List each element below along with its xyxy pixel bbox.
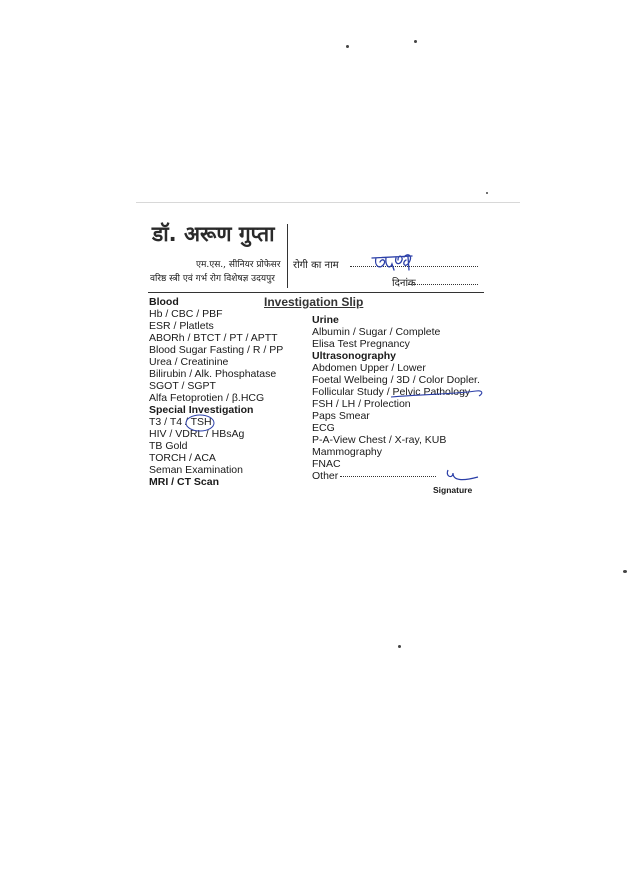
item-text: Abdomen Upper / Lower	[312, 362, 426, 374]
item-text: Elisa Test Pregnancy	[312, 338, 410, 350]
item-text: HIV / VDRL / HBsAg	[149, 428, 245, 440]
item-text: Urine	[312, 314, 339, 326]
item-text: Foetal Welbeing / 3D / Color Dopler.	[312, 374, 480, 386]
test-item	[312, 458, 480, 470]
right-test-column	[312, 314, 480, 482]
test-item	[149, 428, 283, 440]
item-text: Blood Sugar Fasting / R / PP	[149, 344, 284, 356]
item-text: Albumin / Sugar / Complete	[312, 326, 441, 338]
test-item	[149, 320, 283, 332]
item-text: ECG	[312, 422, 335, 434]
scan-speck	[414, 40, 417, 43]
signature-label: Signature	[433, 485, 473, 495]
item-text: Alfa Fetoprotien / β.HCG	[149, 392, 265, 404]
scan-speck	[486, 192, 488, 194]
patient-name-handwriting	[368, 248, 418, 278]
header-rule	[148, 292, 484, 293]
date-label: दिनांक	[392, 278, 416, 289]
test-item	[312, 398, 480, 410]
item-text: Blood	[149, 296, 179, 308]
item-text: Mammography	[312, 446, 383, 458]
test-item	[149, 332, 283, 344]
test-item	[312, 386, 480, 398]
test-item	[312, 422, 480, 434]
item-text: Bilirubin / Alk. Phosphatase	[149, 368, 277, 380]
investigation-slip	[136, 198, 521, 498]
scan-speck	[398, 645, 401, 648]
item-text: Hb / CBC / PBF	[149, 308, 223, 320]
item-text: FSH / LH / Prolection	[312, 398, 411, 410]
left-test-column	[149, 296, 283, 488]
test-item	[149, 380, 283, 392]
item-text: TB Gold	[149, 440, 188, 452]
item-text: P-A-View Chest / X-ray, KUB	[312, 434, 447, 446]
scan-speck	[623, 570, 627, 573]
test-item	[312, 362, 480, 374]
item-text: Seman Examination	[149, 464, 243, 476]
test-item	[149, 368, 283, 380]
test-item	[149, 452, 283, 464]
item-text: Follicular Study / Pelvic Pathology	[312, 386, 471, 398]
section-heading	[312, 350, 480, 362]
doctor-qualification: एम.एस., सीनियर प्रोफेसर	[196, 260, 281, 270]
other-fill-line	[340, 476, 436, 477]
doctor-specialty: वरिष्ठ स्त्री एवं गर्भ रोग विशेषज्ञ उदयपुर	[150, 274, 275, 284]
test-item	[312, 326, 480, 338]
test-item	[312, 470, 480, 482]
section-heading	[149, 404, 283, 416]
item-text: FNAC	[312, 458, 341, 470]
item-text: ESR / Platlets	[149, 320, 214, 332]
test-item	[149, 356, 283, 368]
test-item	[312, 374, 480, 386]
section-heading	[312, 314, 480, 326]
scan-speck	[346, 45, 349, 48]
item-text: Special Investigation	[149, 404, 254, 416]
test-item	[312, 410, 480, 422]
test-item	[312, 338, 480, 350]
item-text: Ultrasonography	[312, 350, 397, 362]
item-text: Urea / Creatinine	[149, 356, 229, 368]
test-item	[149, 464, 283, 476]
test-item	[149, 416, 283, 428]
item-text: SGOT / SGPT	[149, 380, 216, 392]
doctor-name: डॉ. अरूण गुप्ता	[152, 222, 275, 246]
item-text: T3 / T4 / TSH	[149, 416, 212, 428]
section-heading	[149, 476, 283, 488]
test-item	[149, 344, 283, 356]
test-item	[312, 446, 480, 458]
item-text: Paps Smear	[312, 410, 370, 422]
item-text: ABORh / BTCT / PT / APTT	[149, 332, 278, 344]
test-item	[149, 308, 283, 320]
patient-name-label: रोगी का नाम	[293, 260, 339, 271]
date-line	[408, 284, 478, 285]
item-text: Other	[312, 470, 339, 482]
item-text: TORCH / ACA	[149, 452, 216, 464]
slip-top-edge	[136, 202, 520, 203]
header-divider	[287, 224, 288, 288]
test-item	[149, 440, 283, 452]
slip-title: Investigation Slip	[264, 295, 364, 309]
test-item	[149, 392, 283, 404]
item-text: MRI / CT Scan	[149, 476, 220, 488]
test-item	[312, 434, 480, 446]
section-heading	[149, 296, 283, 308]
